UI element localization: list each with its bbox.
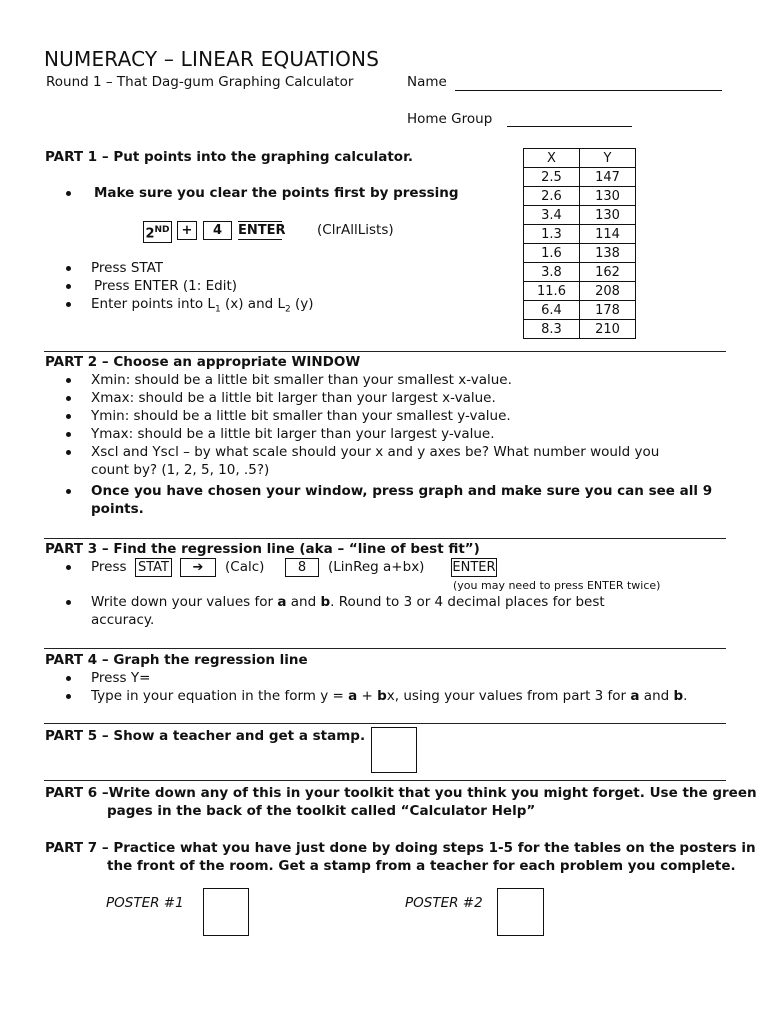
- enter-twice-note: (you may need to press ENTER twice): [453, 579, 661, 592]
- divider: [44, 723, 726, 724]
- cell-x: 2.6: [524, 187, 580, 206]
- cell-y: 114: [580, 225, 636, 244]
- part5-heading: PART 5 – Show a teacher and get a stamp.: [45, 728, 366, 744]
- calc-label: (Calc): [225, 559, 265, 575]
- divider: [44, 538, 726, 539]
- cell-y: 130: [580, 187, 636, 206]
- press-y-equals: Press Y=: [91, 670, 151, 686]
- press-enter-edit: Press ENTER (1: Edit): [94, 278, 238, 294]
- divider: [44, 780, 726, 781]
- divider: [44, 648, 726, 649]
- table-row: [524, 225, 636, 244]
- cell-y: 208: [580, 282, 636, 301]
- page-title: NUMERACY – LINEAR EQUATIONS: [44, 47, 380, 71]
- key-stat: STAT: [135, 558, 172, 577]
- part1-clear-instruction: Make sure you clear the points first by pressing: [94, 185, 459, 201]
- ymin-text: Ymin: should be a little bit smaller than your smallest y-value.: [91, 408, 511, 424]
- part1-heading: PART 1 – Put points into the graphing calculator.: [45, 149, 413, 165]
- bullet-icon: [66, 266, 71, 271]
- ymax-text: Ymax: should be a little bit larger than your largest y-value.: [91, 426, 495, 442]
- table-row: [524, 168, 636, 187]
- part4-heading: PART 4 – Graph the regression line: [45, 652, 308, 668]
- xy-data-table: [523, 148, 636, 339]
- var-a: a: [630, 688, 640, 704]
- cell-y: 210: [580, 320, 636, 339]
- key-enter: ENTER: [452, 560, 496, 575]
- and-text: and: [639, 688, 674, 704]
- cell-y: 178: [580, 301, 636, 320]
- bullet-icon: [66, 676, 71, 681]
- divider: [44, 351, 726, 352]
- home-group-field[interactable]: [507, 126, 632, 127]
- cell-x: 1.6: [524, 244, 580, 263]
- table-row: [524, 282, 636, 301]
- part7-line2: the front of the room. Get a stamp from a teacher for each problem you complete.: [107, 858, 736, 874]
- poster2-label: POSTER #2: [405, 895, 483, 911]
- bullet-icon: [66, 600, 71, 605]
- table-header-y: Y: [580, 149, 636, 168]
- type-equation: [91, 688, 687, 705]
- xscl-line2: count by? (1, 2, 5, 10, .5?): [91, 462, 270, 478]
- part2-heading: PART 2 – Choose an appropriate WINDOW: [45, 354, 361, 370]
- bullet-icon: [66, 191, 71, 196]
- bullet-icon: [66, 284, 71, 289]
- enter-points: [91, 296, 314, 319]
- write-values-line1: [91, 594, 605, 611]
- table-row: [524, 187, 636, 206]
- var-a: a: [277, 594, 287, 610]
- key-2nd: [143, 221, 172, 243]
- cell-y: 138: [580, 244, 636, 263]
- stamp-box-poster1: [203, 888, 249, 936]
- bullet-icon: [66, 694, 71, 699]
- cell-x: 2.5: [524, 168, 580, 187]
- cell-y: 147: [580, 168, 636, 187]
- name-label: Name: [407, 74, 447, 90]
- cell-x: 11.6: [524, 282, 580, 301]
- table-row: [524, 320, 636, 339]
- part3-heading: PART 3 – Find the regression line (aka – “line of best fit”): [45, 541, 480, 557]
- var-b: b: [377, 688, 387, 704]
- key-enter: ENTER: [238, 223, 286, 238]
- table-row: [524, 301, 636, 320]
- key-8: 8: [285, 558, 319, 577]
- bullet-icon: [66, 432, 71, 437]
- xmax-text: Xmax: should be a little bit larger than your largest x-value.: [91, 390, 496, 406]
- cell-y: 130: [580, 206, 636, 225]
- cell-x: 3.4: [524, 206, 580, 225]
- table-header-row: [524, 149, 636, 168]
- bullet-icon: [66, 414, 71, 419]
- round-text: . Round to 3 or 4 decimal places for best: [330, 594, 605, 610]
- part3-press: Press: [91, 559, 127, 575]
- linreg-label: (LinReg a+bx): [328, 559, 425, 575]
- xmin-text: Xmin: should be a little bit smaller than your smallest x-value.: [91, 372, 512, 388]
- table-row: [524, 206, 636, 225]
- key-plus: +: [177, 221, 197, 240]
- poster1-label: POSTER #1: [106, 895, 184, 911]
- bullet-icon: [66, 396, 71, 401]
- subscript-1: 1: [214, 304, 221, 315]
- bullet-icon: [66, 450, 71, 455]
- bullet-icon: [66, 378, 71, 383]
- name-field[interactable]: [455, 90, 722, 91]
- subscript-2: 2: [285, 304, 291, 315]
- bullet-icon: [66, 302, 71, 307]
- key-2nd-superscript: ND: [154, 225, 170, 235]
- arrow-right-icon: ➔: [180, 558, 216, 577]
- window-bold-line1: Once you have chosen your window, press graph and make sure you can see all 9: [91, 483, 713, 499]
- stamp-box-poster2: [497, 888, 544, 936]
- press-stat: Press STAT: [91, 260, 164, 276]
- period: .: [683, 688, 688, 704]
- var-b: b: [673, 688, 684, 704]
- cell-x: 6.4: [524, 301, 580, 320]
- part6-line1: PART 6 –Write down any of this in your toolkit that you think you might forget. Use the green: [45, 785, 757, 801]
- plus-text: +: [357, 688, 378, 704]
- table-row: [524, 263, 636, 282]
- cell-y: 162: [580, 263, 636, 282]
- part7-line1: PART 7 – Practice what you have just done by doing steps 1-5 for the tables on the posters in: [45, 840, 756, 856]
- window-bold-line2: points.: [91, 501, 144, 517]
- bullet-icon: [66, 565, 71, 570]
- write-values-line2: accuracy.: [91, 612, 155, 628]
- key-2nd-label: 2: [145, 226, 155, 242]
- xscl-line1: Xscl and Yscl – by what scale should your x and y axes be? What number would you: [91, 444, 660, 460]
- enter-points-suffix: (y): [290, 296, 314, 312]
- cell-x: 1.3: [524, 225, 580, 244]
- table-header-x: X: [524, 149, 580, 168]
- subtitle: Round 1 – That Dag-gum Graphing Calculator: [46, 74, 354, 90]
- enter-points-mid: (x) and L: [220, 296, 286, 312]
- part6-line2: pages in the back of the toolkit called “Calculator Help”: [107, 803, 536, 819]
- and-text: and: [286, 594, 321, 610]
- clrall-note: (ClrAllLists): [317, 222, 394, 238]
- key-4: 4: [203, 221, 232, 240]
- bullet-icon: [66, 489, 71, 494]
- var-a: a: [348, 688, 358, 704]
- cell-x: 3.8: [524, 263, 580, 282]
- enter-points-text: Enter points into L: [91, 296, 215, 312]
- type-equation-mid: x, using your values from part 3 for: [386, 688, 631, 704]
- table-row: [524, 244, 636, 263]
- cell-x: 8.3: [524, 320, 580, 339]
- home-group-label: Home Group: [407, 111, 493, 127]
- type-equation-text: Type in your equation in the form y =: [91, 688, 349, 704]
- write-values-text: Write down your values for: [91, 594, 278, 610]
- stamp-box-part5: [371, 727, 417, 773]
- var-b: b: [320, 594, 331, 610]
